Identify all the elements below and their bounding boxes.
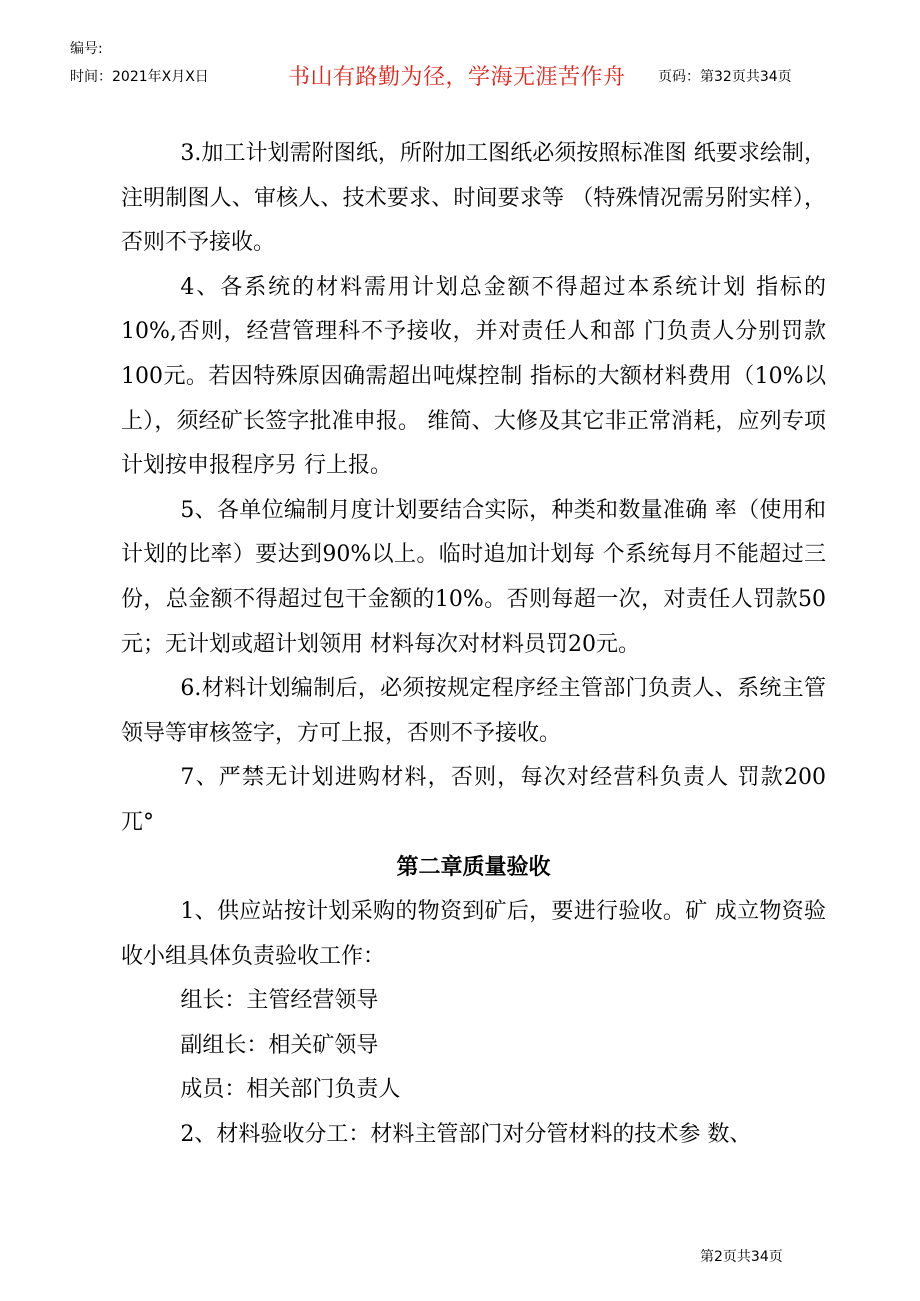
- document-number-label: 编号:: [70, 41, 103, 57]
- document-body: [121, 132, 826, 1158]
- paragraph-5: 5、各单位编制月度计划要结合实际，种类和数量准确 率（使用和计划的比率）要达到90%以上。临时追加计划每 个系统每月不能超过三份，总金额不得超过包干金额的10%。否则每超一次，对责任人罚款50元；无计划或超计划领用 材料每次对材料员罚20元。: [121, 497, 826, 657]
- header-time: 时间：2021年X月X日: [70, 69, 209, 85]
- group-deputy-line: 副组长：相关矿领导: [180, 1032, 379, 1058]
- paragraph-7: 7、严禁无计划进购材料，否则，每次对经营科负责人 罚款200兀°: [121, 765, 826, 835]
- paragraph-6: 6.材料计划编制后，必须按规定程序经主管部门负责人、系统主管领导等审核签字，方可上报，否则不予接收。: [121, 676, 826, 746]
- group-members-line: 成员：相关部门负责人: [180, 1077, 401, 1103]
- paragraph-4: 4、各系统的材料需用计划总金额不得超过本系统计划 指标的10%,否则，经营管理科不予接收，并对责任人和部 门负责人分别罚款100元。若因特殊原因确需超出吨煤控制 指标的大额材料费用（10%以上），须经矿长签字批准申报。 维简、大修及其它非正常消耗，应列专项计划按申报程序另 行上报。: [121, 274, 826, 479]
- group-leader-line: 组长：主管经营领导: [180, 988, 379, 1014]
- chapter-paragraph-2: 2、材料验收分工：材料主管部门对分管材料的技术参 数、: [180, 1122, 752, 1148]
- header-row: [70, 62, 830, 90]
- chapter-title: 第二章质量验收: [396, 854, 551, 880]
- paragraph-3: 3.加工计划需附图纸，所附加工图纸必须按照标准图 纸要求绘制，注明制图人、审核人、技术要求、时间要求等 （特殊情况需另附实样），否则不予接收。: [121, 141, 826, 256]
- page-footer: 第2页共34页: [700, 1249, 783, 1265]
- chapter-paragraph-1: 1、供应站按计划采购的物资到矿后，要进行验收。矿 成立物资验收小组具体负责验收工作：: [121, 899, 826, 969]
- header-motto: 书山有路勤为径，学海无涯苦作舟: [288, 65, 626, 90]
- header-page-code: 页码：第32页共34页: [658, 69, 792, 85]
